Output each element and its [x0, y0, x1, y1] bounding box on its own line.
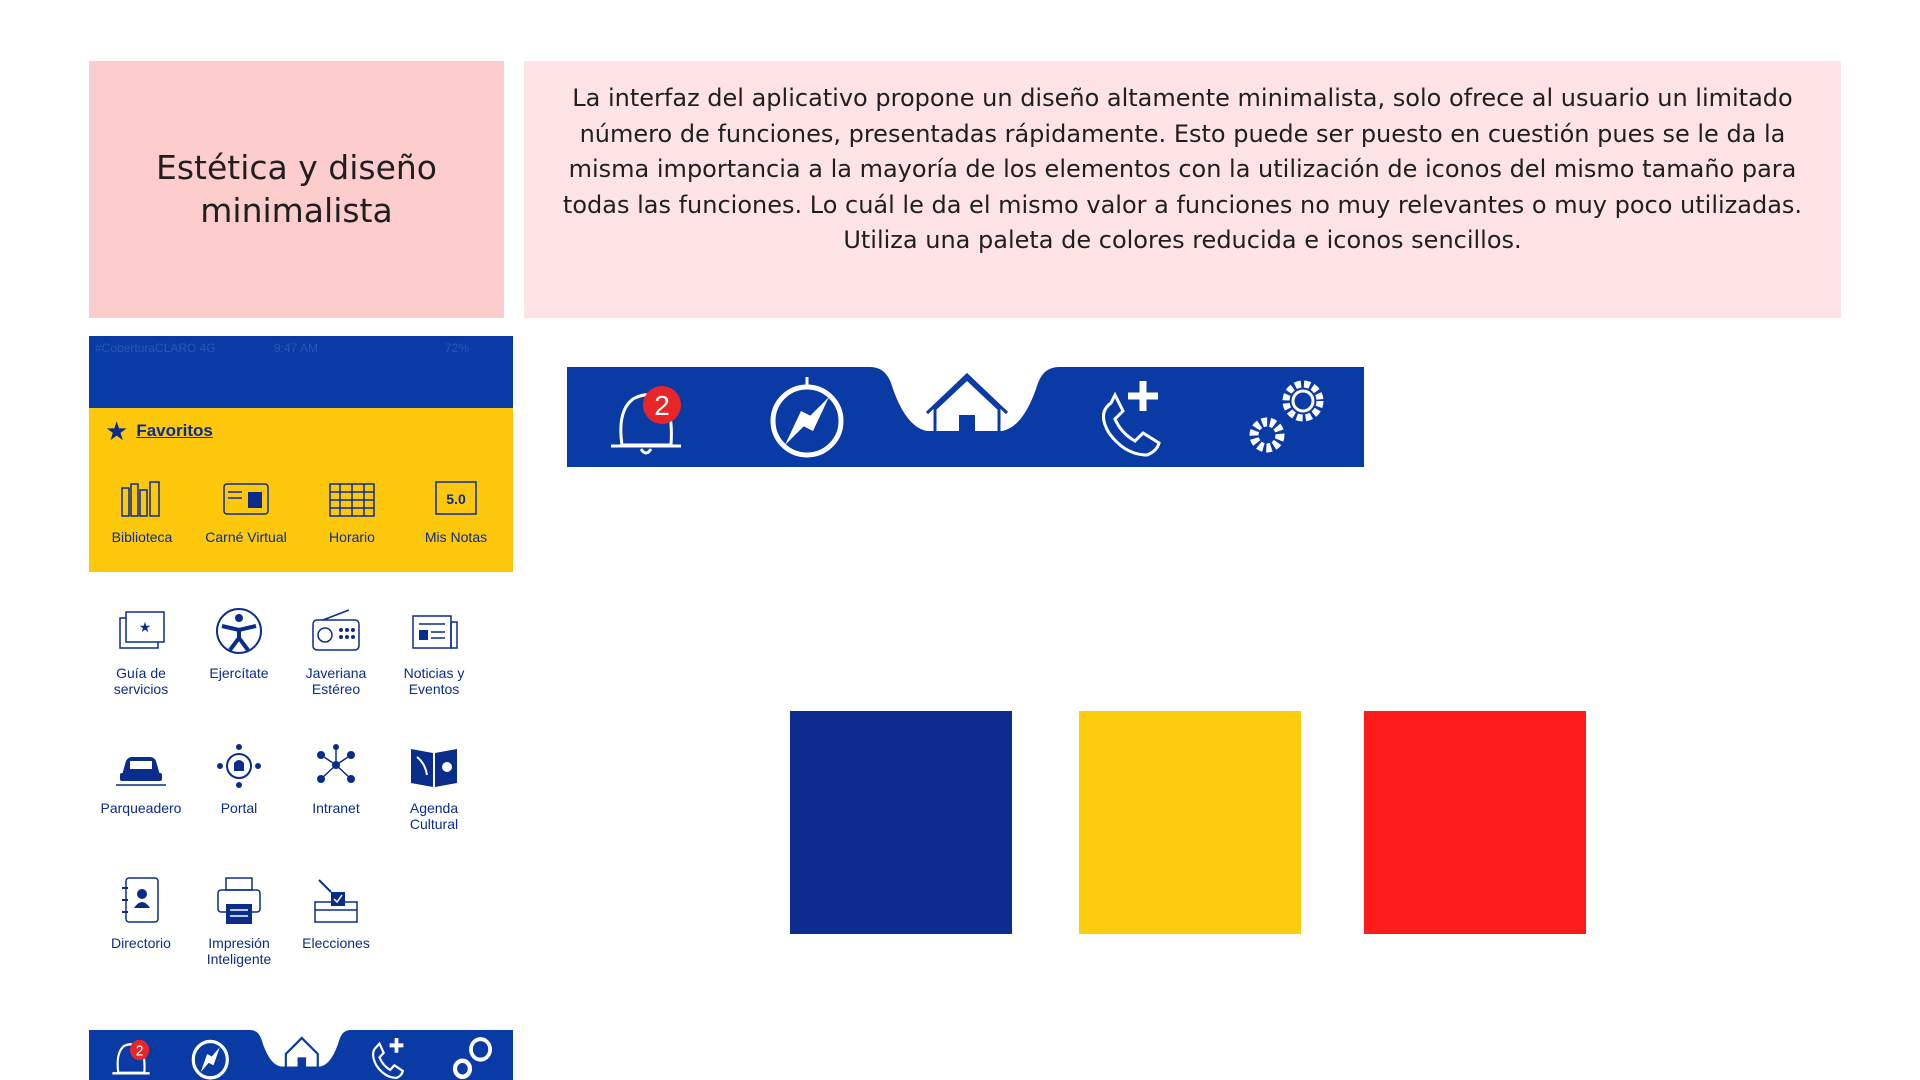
favorite-label: Horario	[329, 529, 375, 545]
favorite-label: Carné Virtual	[205, 529, 287, 545]
slide-title: Estética y diseño minimalista	[156, 147, 437, 230]
grid-label: Portal	[220, 800, 258, 816]
radio-icon	[309, 606, 363, 656]
printer-icon	[212, 876, 266, 926]
signal-carrier-text: #CoberturaCLARO 4G	[95, 341, 216, 355]
grid-label: Impresión Inteligente	[206, 935, 272, 967]
description-text: La interfaz del aplicativo propone un diseño altamente minimalista, solo ofrece al usuario un limitado número de funciones, presentadas rápidamente. Esto puede ser puesto en cuestión pues se le da la misma importancia a la mayoría de los elementos con la utilización de iconos del mismo tamaño para todas las funciones. Lo cuál le da el mismo valor a funciones no muy relevantes o muy poco utilizadas. Utiliza una paleta de colores reducida e iconos sencillos.	[562, 84, 1803, 254]
grades-value: 5.0	[446, 491, 466, 507]
favorite-item-carne[interactable]	[193, 478, 299, 545]
swatch-blue	[790, 711, 1012, 934]
battery-text: 72%	[445, 341, 470, 355]
calendar-icon	[328, 478, 376, 518]
grid-item-ejercitate[interactable]	[190, 606, 288, 681]
description-card	[524, 61, 1841, 318]
grid-label: Guía de servicios	[113, 665, 169, 697]
title-card	[89, 61, 504, 318]
notification-badge: 2	[135, 1043, 144, 1060]
favorite-item-horario[interactable]	[299, 478, 405, 545]
grid-label: Directorio	[111, 935, 171, 951]
service-guide-icon	[114, 606, 168, 656]
grid-label: Noticias y Eventos	[403, 665, 465, 697]
star-icon: ★	[105, 416, 129, 446]
grid-item-elecciones[interactable]	[287, 876, 385, 951]
notification-badge: 2	[654, 390, 670, 421]
network-icon	[309, 741, 363, 791]
grid-label: Elecciones	[302, 935, 370, 951]
svg-text:★: ★	[138, 619, 152, 635]
grid-item-parqueadero[interactable]	[92, 741, 190, 816]
grid-item-agenda[interactable]	[385, 741, 483, 832]
status-time: 9:47 AM	[274, 341, 319, 355]
exercise-icon	[212, 606, 266, 656]
books-icon	[118, 478, 166, 518]
id-card-icon	[222, 478, 270, 518]
grid-item-impresion[interactable]	[190, 876, 288, 967]
favorite-item-notas[interactable]	[403, 478, 509, 545]
news-icon	[407, 606, 461, 656]
favorite-label: Mis Notas	[424, 529, 488, 545]
home-icon[interactable]	[927, 375, 1007, 435]
grid-item-directorio[interactable]	[92, 876, 190, 951]
directory-icon	[114, 876, 168, 926]
favorites-header[interactable]	[105, 418, 213, 444]
swatch-yellow	[1079, 711, 1301, 934]
grid-label: Ejercítate	[209, 665, 269, 681]
grid-item-intranet[interactable]	[287, 741, 385, 816]
grid-label: Javeriana Estéreo	[305, 665, 367, 697]
grid-label: Parqueadero	[100, 800, 182, 816]
grid-label: Intranet	[312, 800, 360, 816]
favorite-label: Biblioteca	[111, 529, 173, 545]
portal-icon	[212, 741, 266, 791]
phone-bottom-nav	[89, 1030, 513, 1080]
favorites-section	[89, 408, 513, 572]
grid-item-portal[interactable]	[190, 741, 288, 816]
home-icon[interactable]	[286, 1038, 318, 1068]
cultural-book-icon	[407, 741, 461, 791]
status-bar	[89, 336, 513, 408]
grid-item-noticias[interactable]	[385, 606, 483, 697]
car-icon	[114, 741, 168, 791]
ballot-icon	[309, 876, 363, 926]
favorites-link[interactable]: Favoritos	[136, 421, 213, 440]
swatch-red	[1364, 711, 1586, 934]
bottom-navigation-bar	[567, 367, 1364, 467]
grid-item-guia[interactable]	[92, 606, 190, 697]
app-screenshot	[89, 336, 513, 1080]
grid-item-radio[interactable]	[287, 606, 385, 697]
grid-label: Agenda Cultural	[409, 800, 459, 832]
grades-icon	[432, 478, 480, 518]
favorite-item-biblioteca[interactable]	[89, 478, 195, 545]
